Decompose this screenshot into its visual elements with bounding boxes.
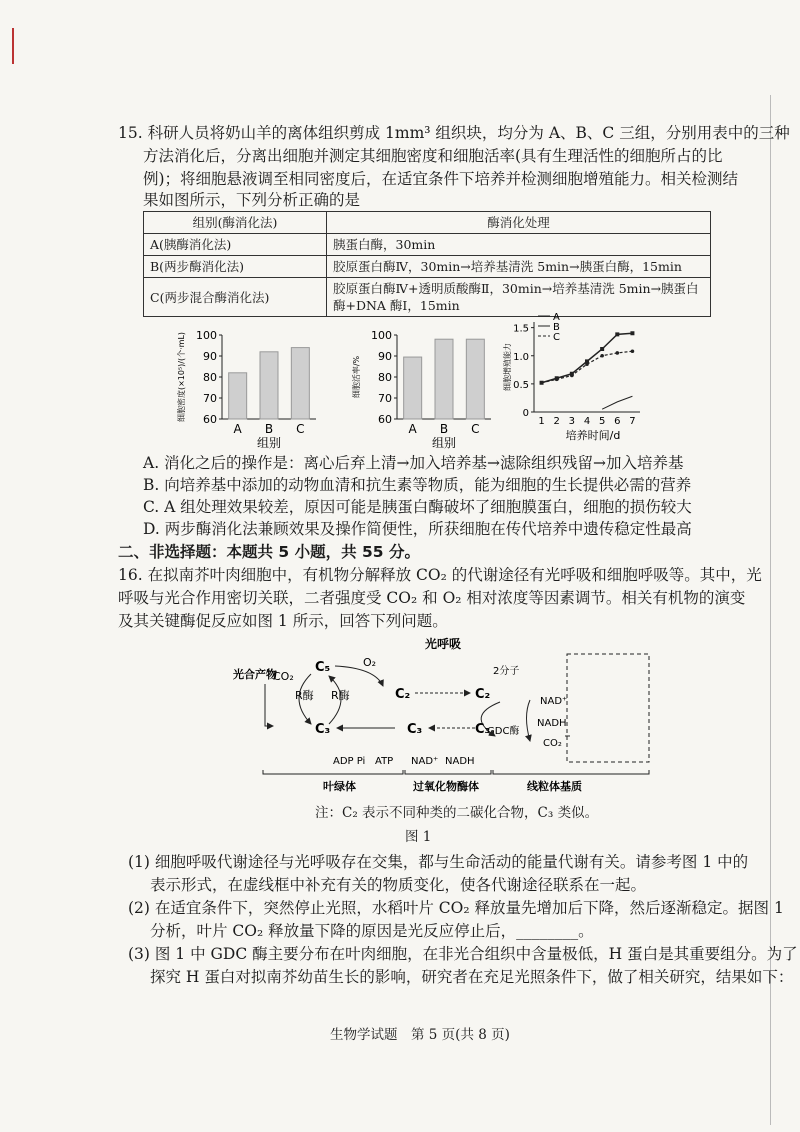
y-tick-label: 100 [371, 329, 392, 342]
c3-label: C₃ [475, 722, 491, 737]
x-axis-label: 培养时间/d [565, 429, 621, 442]
q15-line: 果如图所示，下列分析正确的是 [143, 191, 361, 209]
y-axis-label: 细胞增殖能力 [503, 343, 512, 391]
y-tick-label: 1.0 [513, 351, 529, 363]
o2-label: O₂ [363, 656, 377, 669]
subq-line: (3) 图 1 中 GDC 酶主要分布在叶肉细胞，在非光合组织中含量极低，H 蛋白是其重要组分。为了 [128, 945, 798, 963]
peroxisome-label: 过氧化物酶体 [413, 780, 479, 793]
x-tick-label: 5 [598, 416, 606, 427]
y-tick-label: 1.5 [513, 323, 529, 335]
legend-label: B [553, 322, 560, 333]
c2-label: C₂ [395, 687, 411, 702]
table-cell: A(胰酶消化法) [144, 234, 327, 256]
subq-line: (2) 在适宜条件下，突然停止光照，水稻叶片 CO₂ 释放量先增加后下降，然后逐渐稳定。据图 1 [128, 899, 784, 917]
subq-text: 分析，叶片 CO₂ 释放量下降的原因是光反应停止后， [150, 922, 517, 940]
legend-label: C [553, 332, 560, 343]
x-tick-label: B [264, 422, 274, 436]
table-cell: 胶原蛋白酶Ⅳ+透明质酸酶Ⅱ，30min→培养基清洗 5min→胰蛋白酶+DNA 酶Ⅰ，15min [327, 278, 711, 317]
r-enzyme-label: R酶 [295, 689, 314, 702]
y-tick-label: 0 [522, 408, 529, 419]
q15-table [143, 211, 711, 317]
option-d: D. 两步酶消化法兼顾效果及操作简便性，所获细胞在传代培养中遗传稳定性最高 [143, 520, 692, 538]
legend-label: A [553, 312, 560, 323]
x-tick-label: C [296, 422, 305, 436]
y-tick-label: 90 [378, 350, 392, 363]
c5-label: C₅ [315, 660, 331, 675]
data-point [615, 332, 619, 336]
subq-line: (1) 细胞呼吸代谢途径与光呼吸存在交集，都与生命活动的能量代谢有关。请参考图 1 中的 [128, 853, 749, 871]
cell-viability-chart [345, 325, 505, 450]
answer-box[interactable] [567, 654, 649, 762]
x-tick-label: C [471, 422, 480, 436]
x-tick-label: 2 [553, 416, 560, 427]
cell-density-chart [170, 325, 340, 450]
data-point [585, 362, 589, 366]
bar [404, 357, 422, 419]
photorespiration-diagram [225, 636, 655, 796]
c3-label: C₃ [407, 722, 423, 737]
table-row [144, 234, 711, 256]
nad-plus-label: NAD⁺ [540, 696, 568, 707]
table-cell: 胶原蛋白酶Ⅳ，30min→培养基清洗 5min→胰蛋白酶，15min [327, 256, 711, 278]
r-enzyme-label: R酶 [331, 689, 350, 702]
c3-label: C₃ [315, 722, 331, 737]
figure-note: 注：C₂ 表示不同种类的二碳化合物，C₃ 类似。 [315, 805, 599, 821]
x-tick-label: B [439, 422, 449, 436]
y-tick-label: 70 [378, 392, 392, 405]
q15-line: 例)；将细胞悬液调至相同密度后，在适宜条件下培养并检测细胞增殖能力。相关检测结 [143, 170, 739, 188]
x-tick-label: 3 [568, 416, 576, 427]
subq-line: 表示形式，在虚线框中补充有关的物质变化，使各代谢途径联系在一起。 [150, 876, 647, 894]
co2-label: CO₂ [273, 670, 294, 683]
x-tick-label: 4 [583, 416, 591, 427]
table-row [144, 256, 711, 278]
data-point [600, 347, 604, 351]
y-axis-label: 细胞活率/% [352, 355, 361, 399]
data-point [570, 374, 574, 378]
nad-plus-label: NAD⁺ [411, 756, 439, 767]
x-tick-label: 1 [538, 416, 545, 427]
chloroplast-label: 叶绿体 [323, 780, 356, 793]
y-tick-label: 70 [203, 392, 217, 405]
proliferation-chart [500, 310, 660, 445]
table-cell: C(两步混合酶消化法) [144, 278, 327, 317]
x-axis-label: 组别 [431, 436, 457, 450]
series-line [602, 396, 632, 409]
y-tick-label: 60 [378, 413, 392, 426]
data-point [540, 381, 544, 385]
answer-blank[interactable]: ________。 [516, 922, 594, 940]
y-tick-label: 0.5 [513, 379, 529, 391]
bar [435, 339, 453, 419]
data-point [555, 378, 559, 382]
q16-line: 呼吸与光合作用密切关联，二者强度受 CO₂ 和 O₂ 相对浓度等因素调节。相关有机物的演变 [118, 589, 746, 607]
co2-out-label: CO₂ [543, 738, 562, 749]
q16-line: 16. 在拟南芥叶肉细胞中，有机物分解释放 CO₂ 的代谢途径有光呼吸和细胞呼吸等。其中，光 [118, 566, 762, 584]
subq-line [150, 920, 594, 942]
page-edge-mark [12, 28, 14, 64]
nadh-label: NADH [445, 756, 475, 767]
nadh-label: NADH [537, 718, 567, 729]
table-cell: B(两步酶消化法) [144, 256, 327, 278]
gdc-label: GDC酶 [487, 726, 520, 737]
x-tick-label: A [233, 422, 242, 436]
data-point [615, 351, 619, 355]
data-point [631, 349, 635, 353]
x-tick-label: 7 [629, 416, 636, 427]
table-header: 组别(酶消化法) [144, 212, 327, 234]
two-molecules-label: 2分子 [493, 666, 520, 677]
diagram-title: 光呼吸 [425, 637, 462, 651]
q15-line: 15. 科研人员将奶山羊的离体组织剪成 1mm³ 组织块，均分为 A、B、C 三组，分别用表中的三种 [118, 124, 790, 142]
atp-label: ATP [375, 756, 394, 767]
y-tick-label: 60 [203, 413, 217, 426]
adp-label: ADP Pi [333, 756, 366, 767]
x-tick-label: A [408, 422, 417, 436]
table-header: 酶消化处理 [327, 212, 711, 234]
bar [466, 339, 484, 419]
figure-label: 图 1 [405, 829, 432, 845]
option-c: C. A 组处理效果较差，原因可能是胰蛋白酶破坏了细胞膜蛋白，细胞的损伤较大 [143, 498, 692, 516]
option-b: B. 向培养基中添加的动物血清和抗生素等物质，能为细胞的生长提供必需的营养 [143, 476, 692, 494]
subq-line: 探究 H 蛋白对拟南芥幼苗生长的影响，研究者在充足光照条件下，做了相关研究，结果如下： [150, 968, 794, 986]
c2-label: C₂ [475, 687, 491, 702]
page-footer: 生物学试题 第 5 页(共 8 页) [330, 1027, 510, 1043]
option-a: A. 消化之后的操作是：离心后弃上清→加入培养基→滤除组织残留→加入培养基 [143, 454, 684, 472]
mito-label: 线粒体基质 [527, 780, 582, 793]
y-tick-label: 90 [203, 350, 217, 363]
y-axis-label: 细胞密度(×10⁵)/(个·mL) [177, 331, 186, 423]
bar [260, 352, 278, 419]
data-point [630, 331, 634, 335]
y-tick-label: 80 [378, 371, 392, 384]
data-point [600, 354, 604, 358]
photo-product-label: 光合产物 [233, 668, 277, 681]
q16-line: 及其关键酶促反应如图 1 所示，回答下列问题。 [118, 612, 448, 630]
q15-line: 方法消化后，分离出细胞并测定其细胞密度和细胞活率(具有生理活性的细胞所占的比 [143, 147, 723, 165]
section-heading: 二、非选择题：本题共 5 小题，共 55 分。 [118, 543, 420, 561]
y-tick-label: 100 [196, 329, 217, 342]
y-tick-label: 80 [203, 371, 217, 384]
table-cell: 胰蛋白酶，30min [327, 234, 711, 256]
x-axis-label: 组别 [256, 436, 282, 450]
x-tick-label: 6 [614, 416, 621, 427]
bar [229, 373, 247, 419]
bar [291, 348, 309, 419]
